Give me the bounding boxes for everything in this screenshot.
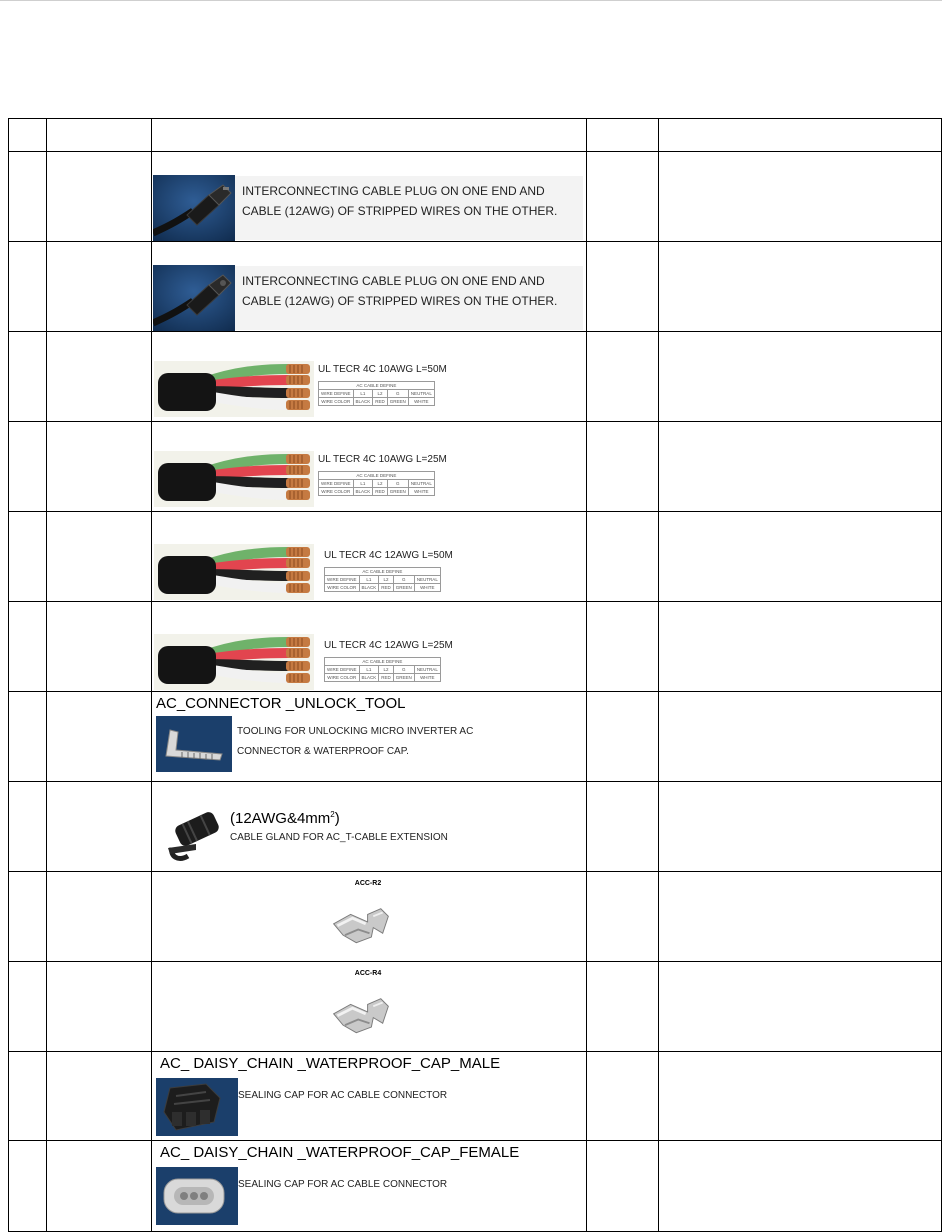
cell-qty bbox=[587, 422, 659, 512]
top-rule bbox=[0, 0, 942, 1]
wire-define-table bbox=[318, 471, 435, 496]
cell-qty bbox=[587, 152, 659, 242]
wire-define-cell: L2 bbox=[373, 390, 388, 398]
caption-line: TOOLING FOR UNLOCKING MICRO INVERTER AC bbox=[237, 726, 474, 737]
wire-define-cell: G bbox=[393, 576, 414, 584]
wire-color-cell: BLACK bbox=[353, 398, 373, 406]
cell-remark bbox=[659, 332, 942, 422]
caption-line: SEALING CAP FOR AC CABLE CONNECTOR bbox=[238, 1090, 448, 1101]
product-title: AC_ DAISY_CHAIN _WATERPROOF_CAP_MALE bbox=[160, 1055, 501, 1072]
wire-define-cell: NEUTRAL bbox=[414, 666, 440, 674]
wire-color-cell: WHITE bbox=[408, 488, 434, 496]
wire-define-cell: L2 bbox=[379, 666, 394, 674]
cell-remark bbox=[659, 782, 942, 872]
wire-define-cell: NEUTRAL bbox=[408, 390, 434, 398]
wire-color-cell: BLACK bbox=[353, 488, 373, 496]
cell-no bbox=[9, 782, 47, 872]
cell-remark bbox=[659, 152, 942, 242]
title-superscript: 2 bbox=[330, 810, 335, 819]
cell-no bbox=[9, 1052, 47, 1141]
table-row bbox=[9, 332, 942, 422]
cell-remark bbox=[659, 1141, 942, 1232]
cable-gland-icon bbox=[162, 804, 232, 871]
wire-define-cell: G bbox=[393, 666, 414, 674]
cell-description bbox=[152, 872, 587, 962]
wire-define-table bbox=[324, 657, 441, 682]
cell-remark bbox=[659, 242, 942, 332]
rail-clip-icon bbox=[328, 894, 394, 953]
wire-define-cell: L1 bbox=[359, 666, 379, 674]
cell-no bbox=[9, 152, 47, 242]
cell-remark bbox=[659, 422, 942, 512]
cell-remark bbox=[659, 962, 942, 1052]
accessory-table bbox=[8, 118, 942, 1232]
wire-define-cell: L2 bbox=[373, 480, 388, 488]
product-caption: CABLE GLAND FOR AC_T-CABLE EXTENSION bbox=[230, 832, 448, 843]
table-row bbox=[9, 602, 942, 692]
header-row bbox=[9, 119, 942, 152]
cell-remark bbox=[659, 512, 942, 602]
cell-part bbox=[47, 152, 152, 242]
table-row bbox=[9, 692, 942, 782]
wire-define-cell: WIRE DEFINE bbox=[319, 480, 354, 488]
wire-define-cell: L1 bbox=[353, 480, 373, 488]
product-title: AC_ DAISY_CHAIN _WATERPROOF_CAP_FEMALE bbox=[160, 1144, 520, 1161]
table-row bbox=[9, 962, 942, 1052]
wire-define-cell: NEUTRAL bbox=[408, 480, 434, 488]
wire-define-cell: L1 bbox=[359, 576, 379, 584]
cell-part bbox=[47, 782, 152, 872]
product-caption bbox=[238, 1086, 447, 1106]
wire-define-table bbox=[318, 381, 435, 406]
cell-qty bbox=[587, 512, 659, 602]
cell-no bbox=[9, 872, 47, 962]
cell-description bbox=[152, 782, 587, 872]
wire-color-cell: BLACK bbox=[359, 584, 379, 592]
cell-qty bbox=[587, 242, 659, 332]
wire-define-header: AC CABLE DEFINE bbox=[319, 382, 435, 390]
cell-qty bbox=[587, 782, 659, 872]
cell-part bbox=[47, 512, 152, 602]
cell-qty bbox=[587, 692, 659, 782]
product-title bbox=[230, 806, 340, 828]
cell-remark bbox=[659, 872, 942, 962]
product-caption bbox=[242, 271, 557, 311]
cable-spec-label: UL TECR 4C 10AWG L=25M bbox=[318, 454, 447, 465]
cell-no bbox=[9, 512, 47, 602]
four-core-cable-icon bbox=[154, 361, 314, 422]
title-text: (12AWG&4mm bbox=[230, 810, 331, 827]
wire-define-cell: L1 bbox=[353, 390, 373, 398]
wire-color-cell: GREEN bbox=[393, 674, 414, 682]
header-cell-remark bbox=[659, 119, 942, 152]
wire-color-cell: GREEN bbox=[393, 584, 414, 592]
wire-color-cell: RED bbox=[379, 674, 394, 682]
table-row bbox=[9, 422, 942, 512]
cell-part bbox=[47, 422, 152, 512]
cell-remark bbox=[659, 1052, 942, 1141]
part-tag: ACC-R4 bbox=[354, 970, 382, 977]
wire-define-header: AC CABLE DEFINE bbox=[325, 658, 441, 666]
wire-color-cell: WIRE COLOR bbox=[319, 488, 354, 496]
cell-no bbox=[9, 242, 47, 332]
cell-qty bbox=[587, 962, 659, 1052]
wire-color-cell: BLACK bbox=[359, 674, 379, 682]
four-core-cable-icon bbox=[154, 544, 314, 605]
wire-color-cell: WIRE COLOR bbox=[319, 398, 354, 406]
part-tag: ACC-R2 bbox=[354, 880, 382, 887]
cell-description bbox=[152, 1052, 587, 1141]
cable-plug-icon bbox=[153, 265, 235, 336]
wire-color-cell: WHITE bbox=[414, 674, 440, 682]
cell-qty bbox=[587, 1052, 659, 1141]
wire-define-cell: WIRE DEFINE bbox=[325, 666, 360, 674]
cell-qty bbox=[587, 602, 659, 692]
cell-description bbox=[152, 332, 587, 422]
cable-plug-icon bbox=[153, 175, 235, 246]
waterproof-cap-female-icon bbox=[156, 1167, 238, 1230]
cell-remark bbox=[659, 692, 942, 782]
title-text-end: ) bbox=[334, 810, 340, 827]
caption-line: INTERCONNECTING CABLE PLUG ON ONE END AND bbox=[242, 184, 545, 198]
rail-clip-icon bbox=[328, 984, 394, 1043]
wire-color-cell: GREEN bbox=[387, 398, 408, 406]
table-row bbox=[9, 872, 942, 962]
header-cell-qty bbox=[587, 119, 659, 152]
cable-spec-label: UL TECR 4C 12AWG L=50M bbox=[324, 550, 453, 561]
wire-define-cell: G bbox=[387, 390, 408, 398]
cell-no bbox=[9, 962, 47, 1052]
four-core-cable-icon bbox=[154, 451, 314, 512]
caption-line: CABLE (12AWG) OF STRIPPED WIRES ON THE OTHER. bbox=[242, 294, 558, 308]
four-core-cable-icon bbox=[154, 634, 314, 695]
wire-define-cell: L2 bbox=[379, 576, 394, 584]
caption-line: CONNECTOR & WATERPROOF CAP. bbox=[237, 746, 409, 757]
wire-color-cell: GREEN bbox=[387, 488, 408, 496]
cell-qty bbox=[587, 332, 659, 422]
product-caption bbox=[242, 181, 557, 221]
cell-no bbox=[9, 422, 47, 512]
cell-part bbox=[47, 332, 152, 422]
cell-description bbox=[152, 602, 587, 692]
cell-description bbox=[152, 1141, 587, 1232]
table-row bbox=[9, 152, 942, 242]
table-row bbox=[9, 242, 942, 332]
cell-part bbox=[47, 242, 152, 332]
header-cell-description bbox=[152, 119, 587, 152]
cell-part bbox=[47, 602, 152, 692]
cell-no bbox=[9, 1141, 47, 1232]
header-cell-part bbox=[47, 119, 152, 152]
unlock-tool-icon bbox=[156, 716, 232, 777]
cell-description bbox=[152, 512, 587, 602]
wire-define-cell: WIRE DEFINE bbox=[319, 390, 354, 398]
table-row bbox=[9, 512, 942, 602]
cell-no bbox=[9, 332, 47, 422]
wire-color-cell: WIRE COLOR bbox=[325, 584, 360, 592]
cell-description bbox=[152, 242, 587, 332]
cell-qty bbox=[587, 1141, 659, 1232]
wire-color-cell: RED bbox=[379, 584, 394, 592]
table-row bbox=[9, 1141, 942, 1232]
cable-spec-label: UL TECR 4C 12AWG L=25M bbox=[324, 640, 453, 651]
wire-define-cell: NEUTRAL bbox=[414, 576, 440, 584]
cell-part bbox=[47, 692, 152, 782]
wire-define-header: AC CABLE DEFINE bbox=[319, 472, 435, 480]
table-row bbox=[9, 1052, 942, 1141]
wire-define-cell: G bbox=[387, 480, 408, 488]
cell-part bbox=[47, 1141, 152, 1232]
cell-part bbox=[47, 1052, 152, 1141]
cell-qty bbox=[587, 872, 659, 962]
cell-part bbox=[47, 872, 152, 962]
wire-color-cell: RED bbox=[373, 398, 388, 406]
wire-color-cell: WIRE COLOR bbox=[325, 674, 360, 682]
header-cell-no bbox=[9, 119, 47, 152]
cell-description bbox=[152, 152, 587, 242]
wire-define-cell: WIRE DEFINE bbox=[325, 576, 360, 584]
table-row bbox=[9, 782, 942, 872]
cell-remark bbox=[659, 602, 942, 692]
wire-define-header: AC CABLE DEFINE bbox=[325, 568, 441, 576]
cell-description bbox=[152, 422, 587, 512]
caption-line: SEALING CAP FOR AC CABLE CONNECTOR bbox=[238, 1179, 448, 1190]
wire-define-table bbox=[324, 567, 441, 592]
cable-spec-label: UL TECR 4C 10AWG L=50M bbox=[318, 364, 447, 375]
table-body bbox=[9, 152, 942, 1232]
product-caption bbox=[237, 722, 473, 762]
waterproof-cap-male-icon bbox=[156, 1078, 238, 1141]
cell-description bbox=[152, 962, 587, 1052]
cell-no bbox=[9, 692, 47, 782]
cell-part bbox=[47, 962, 152, 1052]
wire-color-cell: WHITE bbox=[408, 398, 434, 406]
wire-color-cell: RED bbox=[373, 488, 388, 496]
cell-description bbox=[152, 692, 587, 782]
product-title: AC_CONNECTOR _UNLOCK_TOOL bbox=[156, 695, 406, 712]
product-caption bbox=[238, 1175, 447, 1195]
caption-line: INTERCONNECTING CABLE PLUG ON ONE END AND bbox=[242, 274, 545, 288]
caption-line: CABLE (12AWG) OF STRIPPED WIRES ON THE OTHER. bbox=[242, 204, 558, 218]
cell-no bbox=[9, 602, 47, 692]
wire-color-cell: WHITE bbox=[414, 584, 440, 592]
